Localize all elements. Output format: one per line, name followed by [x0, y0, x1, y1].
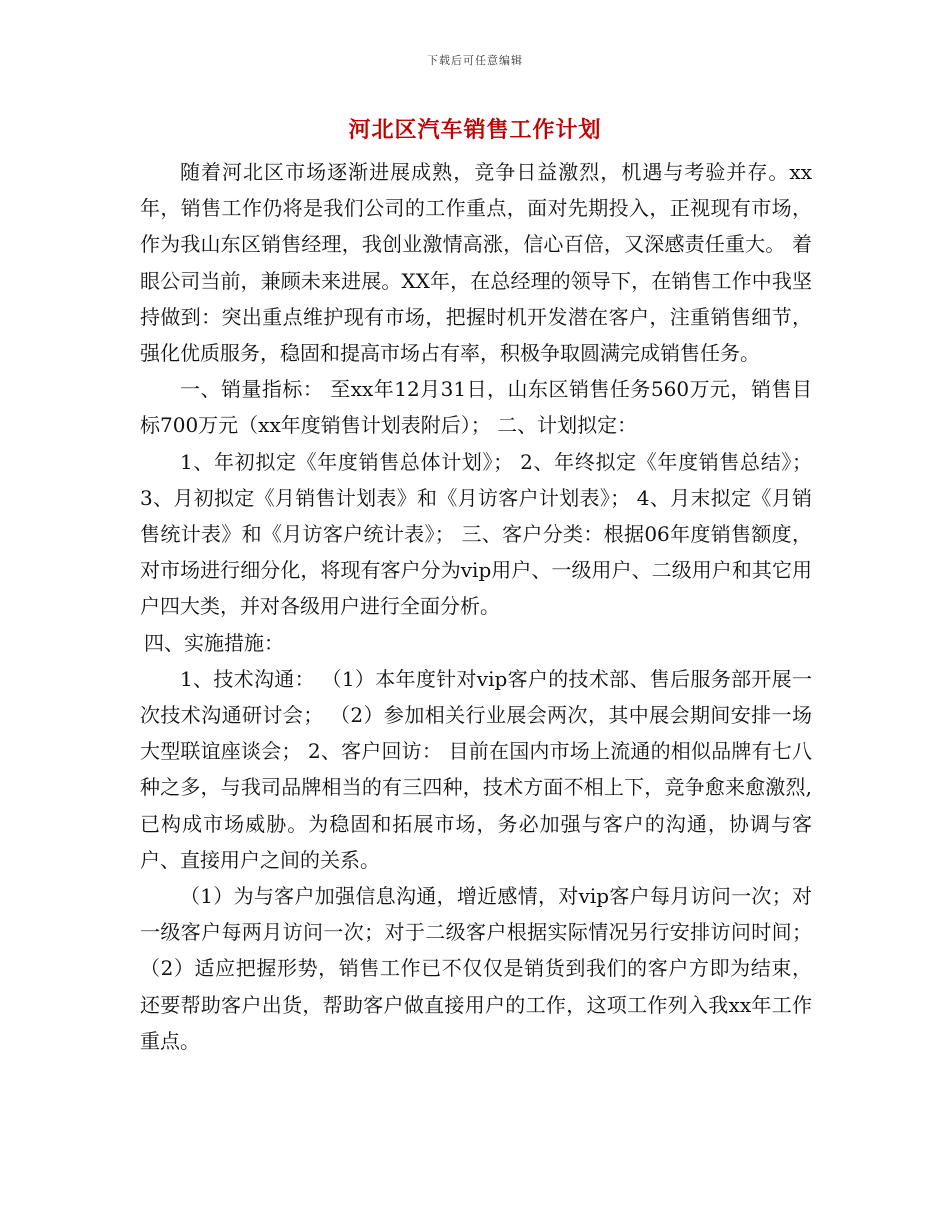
paragraph-plans-and-customers: 1、年初拟定《年度销售总体计划》； 2、年终拟定《年度销售总结》； 3、月初拟定《月销售计划表》和《月访客户计划表》； 4、月末拟定《月销售统计表》和《月访客户统计表》； 三、客户分类：根据06年度销售额度，对市场进行细分化，将现有客户分为vip用户、一级用户、二级用户和其它用户四大类，并对各级用户进行全面分析。 — [140, 449, 812, 619]
document-title: 河北区汽车销售工作计划 — [348, 117, 602, 143]
paragraph-technical-communication: 1、技术沟通： （1）本年度针对vip客户的技术部、售后服务部开展一次技术沟通研讨会； （2）参加相关行业展会两次，其中展会期间安排一场大型联谊座谈会； 2、客户回访： 目前在国内市场上流通的相似品牌有七八种之多，与我司品牌相当的有三四种，技术方面不相上下，竞争愈来愈激烈,已构成市场威胁。为稳固和拓展市场，务必加强与客户的沟通，协调与客户、直接用户之间的关系。 — [140, 666, 812, 872]
paragraph-measures-heading: 四、实施措施： — [144, 630, 284, 655]
paragraph-customer-visits: （1）为与客户加强信息沟通，增近感情，对vip客户每月访问一次；对一级客户每两月访问一次；对于二级客户根据实际情况另行安排访问时间； （2）适应把握形势，销售工作已不仅仅是销货到我们的客户方即为结束，还要帮助客户出货，帮助客户做直接用户的工作，这项工作列入我xx年工作重点。 — [140, 884, 812, 1053]
paragraph-intro: 随着河北区市场逐渐进展成熟，竞争日益激烈，机遇与考验并存。xx年，销售工作仍将是我们公司的工作重点，面对先期投入，正视现有市场，作为我山东区销售经理，我创业激情高涨，信心百倍，又深感责任重大。 着眼公司当前，兼顾未来进展。XX年，在总经理的领导下，在销售工作中我坚持做到：突出重点维护现有市场，把握时机开发潜在客户，注重销售细节，强化优质服务，稳固和提高市场占有率，积极争取圆满完成销售任务。 — [140, 160, 812, 366]
document-body — [140, 154, 812, 1059]
paragraph-sales-target: 一、销量指标： 至xx年12月31日，山东区销售任务560万元，销售目标700万元（xx年度销售计划表附后）； 二、计划拟定： — [140, 377, 812, 438]
header-note: 下载后可任意编辑 — [427, 54, 523, 67]
